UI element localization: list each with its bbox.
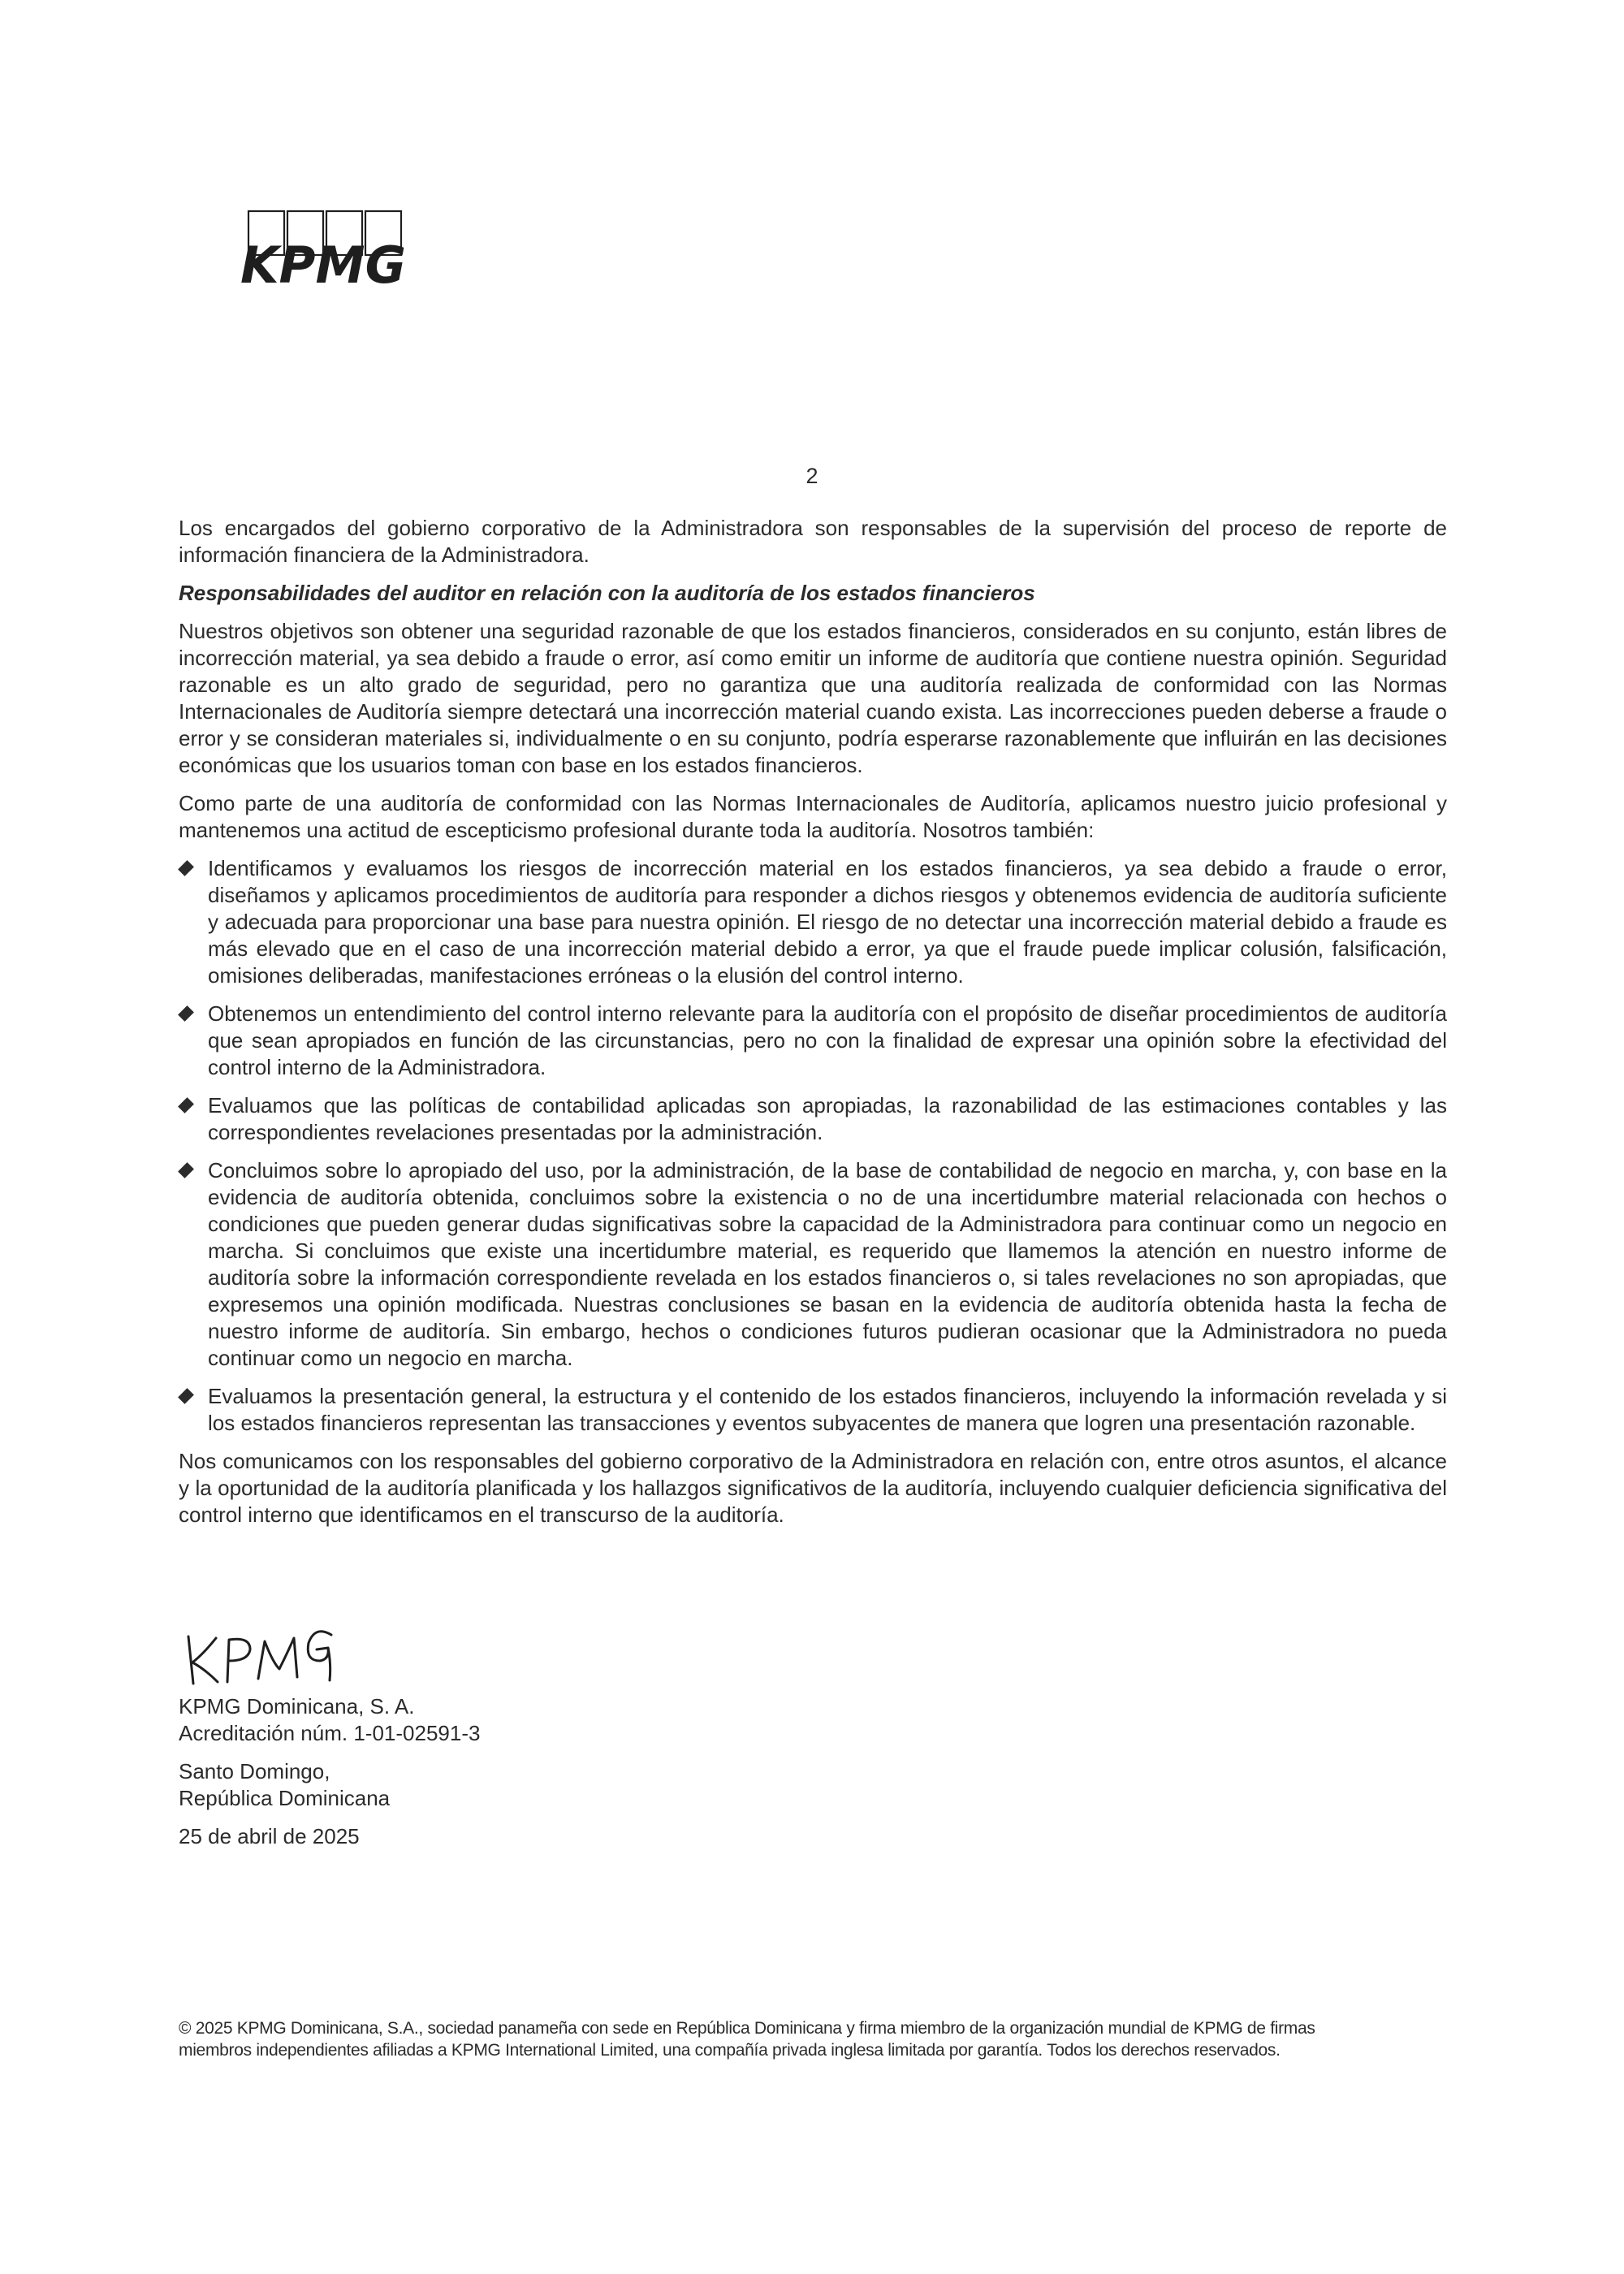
page-number: 2	[806, 464, 818, 488]
paragraph-objectives: Nuestros objetivos son obtener una seguridad razonable de que los estados financieros, considerados en su conjunto, están libres de incorrección material, ya sea debido a fraude o error, así como emitir un informe de auditoría que contiene nuestra opinión. Seguridad razonable es un alto grado de seguridad, pero no garantiza que una auditoría realizada de conformidad con las Normas Internacionales de Auditoría siempre detectará una incorrección material cuando exista. Las incorrecciones pueden deberse a fraude o error y se consideran materiales si, individualmente o en su conjunto, podría esperarse razonablemente que influirán en las decisiones económicas que los usuarios toman con base en los estados financieros.	[179, 619, 1447, 777]
footer-line: © 2025 KPMG Dominicana, S.A., sociedad panameña con sede en República Dominicana y firma miembro de la organización mundial de KPMG de firmas	[179, 2019, 1315, 2038]
svg-text:KPMG: KPMG	[240, 236, 406, 287]
paragraph-governance: Los encargados del gobierno corporativo de la Administradora son responsables de la supervisión del proceso de reporte de información financiera de la Administradora.	[179, 516, 1447, 567]
signer-accreditation: Acreditación núm. 1-01-02591-3	[179, 1721, 481, 1745]
list-item-text: Obtenemos un entendimiento del control interno relevante para la auditoría con el propósito de diseñar procedimientos de auditoría que sean apropiados en función de las circunstancias, pero no con la finalidad de expresar una opinión sobre la efectividad del control interno de la Administradora.	[208, 1001, 1447, 1079]
list-item-text: Concluimos sobre lo apropiado del uso, por la administración, de la base de contabilidad de negocio en marcha, y, con base en la evidencia de auditoría obtenida, concluimos sobre la existencia o no de una incertidumbre material relacionada con hechos o condiciones que pueden generar dudas significativas sobre la capacidad de la Administradora para continuar como un negocio en marcha. Si concluimos que existe una incertidumbre material, es requerido que llamemos la atención en nuestro informe de auditoría sobre la información correspondiente revelada en los estados financieros o, si tales revelaciones no son apropiadas, que expresemos una opinión modificada. Nuestras conclusiones se basan en la evidencia de auditoría obtenida hasta la fecha de nuestro informe de auditoría. Sin embargo, hechos o condiciones futuros pudieran ocasionar que la Administradora no pueda continuar como un negocio en marcha.	[208, 1158, 1447, 1370]
list-item-text: Evaluamos que las políticas de contabilidad aplicadas son apropiadas, la razonabilidad de las estimaciones contables y las correspondientes revelaciones presentadas por la administración.	[208, 1093, 1447, 1144]
signer-firm-block	[179, 1693, 480, 1747]
paragraph-communication: Nos comunicamos con los responsables del gobierno corporativo de la Administradora en relación con, entre otros asuntos, el alcance y la oportunidad de la auditoría planificada y los hallazgos significativos de la auditoría, incluyendo cualquier deficiencia significativa del control interno que identificamos en el transcurso de la auditoría.	[179, 1449, 1447, 1527]
diamond-bullet-icon	[178, 1097, 194, 1113]
diamond-bullet-icon	[178, 1162, 194, 1178]
signer-date: 25 de abril de 2025	[179, 1824, 360, 1848]
section-heading: Responsabilidades del auditor en relación con la auditoría de los estados financieros	[179, 581, 1035, 605]
footer-line: miembros independientes afiliadas a KPMG International Limited, una compañía privada inglesa limitada por garantía. Todos los derechos reservados.	[179, 2041, 1281, 2060]
list-item	[179, 1383, 1447, 1437]
kpmg-logo	[237, 210, 409, 287]
procedures-list	[179, 855, 1447, 1437]
diamond-bullet-icon	[178, 1388, 194, 1404]
report-body	[179, 515, 1447, 1540]
diamond-bullet-icon	[178, 1005, 194, 1022]
signer-country: República Dominicana	[179, 1786, 391, 1810]
list-item	[179, 1001, 1447, 1081]
signer-block	[179, 1693, 480, 1861]
list-item	[179, 1157, 1447, 1372]
kpmg-signature	[180, 1612, 351, 1693]
signer-location	[179, 1758, 480, 1812]
paragraph-judgement: Como parte de una auditoría de conformidad con las Normas Internacionales de Auditoría, aplicamos nuestro juicio profesional y mantenemos una actitud de escepticismo profesional durante toda la auditoría. Nosotros también:	[179, 791, 1447, 842]
signer-city: Santo Domingo,	[179, 1759, 330, 1783]
list-item-text: Evaluamos la presentación general, la estructura y el contenido de los estados financieros, incluyendo la información revelada y si los estados financieros representan las transacciones y eventos subyacentes de manera que logren una presentación razonable.	[208, 1384, 1447, 1435]
list-item	[179, 1092, 1447, 1146]
diamond-bullet-icon	[178, 860, 194, 876]
footer-legal	[179, 2017, 1447, 2061]
list-item	[179, 855, 1447, 989]
signer-firm: KPMG Dominicana, S. A.	[179, 1694, 415, 1718]
list-item-text: Identificamos y evaluamos los riesgos de incorrección material en los estados financieros, ya sea debido a fraude o error, diseñamos y aplicamos procedimientos de auditoría para responder a dichos riesgos y obtenemos evidencia de auditoría suficiente y adecuada para proporcionar una base para nuestra opinión. El riesgo de no detectar una incorrección material debido a fraude es más elevado que en el caso de una incorrección material debido a error, ya que el fraude puede implicar colusión, falsificación, omisiones deliberadas, manifestaciones erróneas o la elusión del control interno.	[208, 856, 1447, 988]
